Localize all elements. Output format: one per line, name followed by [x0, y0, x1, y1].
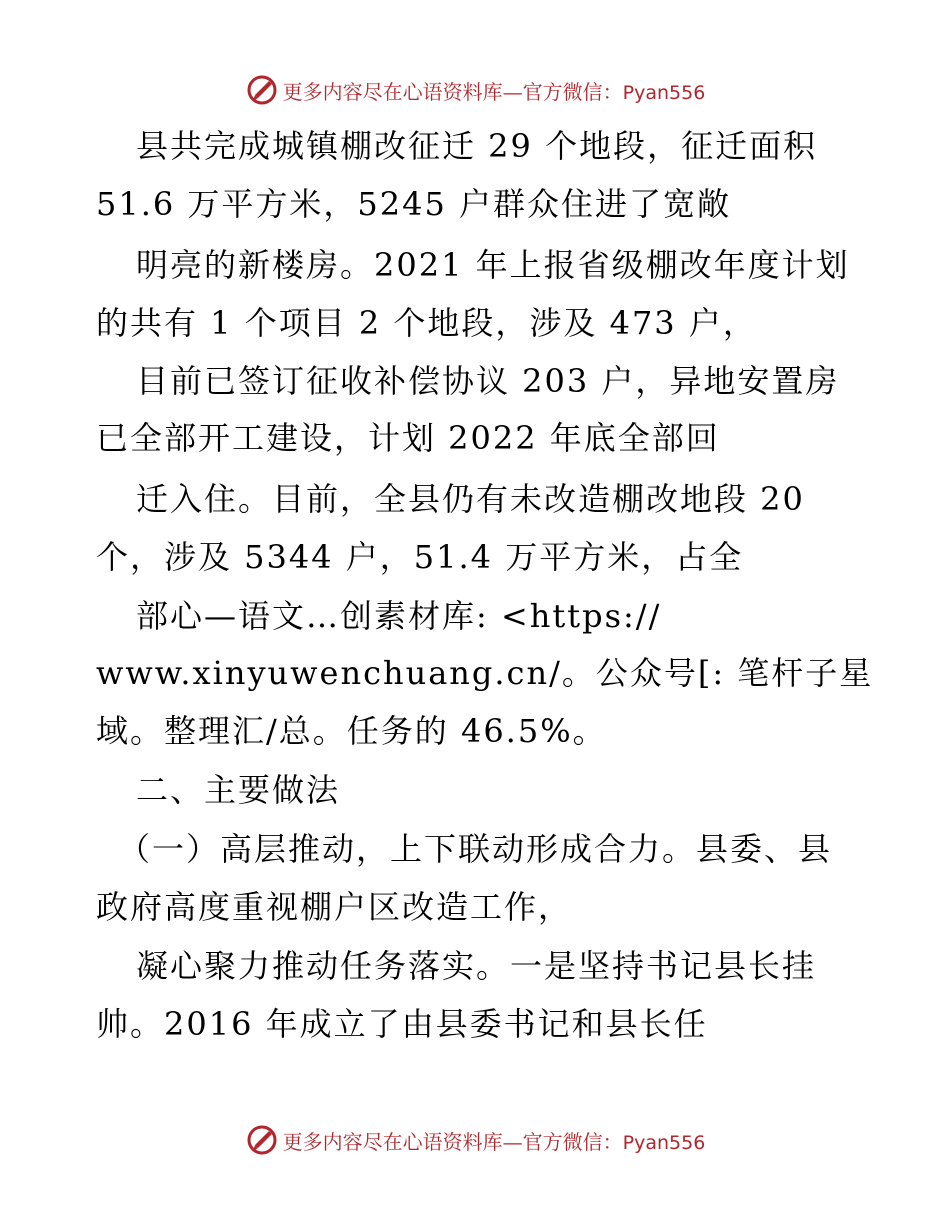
section-heading: 二、主要做法 [136, 771, 341, 809]
text-line: 已全部开工建设，计划 2022 年底全部回 [96, 419, 720, 457]
footer-wechat-label: 官方微信： [522, 1129, 623, 1154]
text-line: 目前已签订征收补偿协议 203 户，异地安置房 [136, 362, 840, 400]
text-line: 帅。2016 年成立了由县委书记和县长任 [96, 1005, 708, 1043]
text-line: 明亮的新楼房。2021 年上报省级棚改年度计划 [136, 246, 850, 284]
text-line: 凝心聚力推动任务落实。一是坚持书记县长挂 [136, 947, 817, 985]
footer-banner [0, 1120, 950, 1160]
footer-wechat-id: Pyan556 [622, 1131, 706, 1154]
footer-text [283, 1126, 706, 1155]
text-line: 个，涉及 5344 户，51.4 万平方米，占全 [96, 538, 744, 576]
logo-icon [245, 73, 279, 107]
text-line: （一）高层推动，上下联动形成合力。县委、县 [118, 830, 833, 868]
text-line: 迁入住。目前，全县仍有未改造棚改地段 20 [136, 480, 805, 518]
text-line: 域。整理汇/总。任务的 46.5%。 [96, 712, 607, 750]
text-line: www.xinyuwenchuang.cn/。公众号[: 笔杆子星 [96, 654, 874, 692]
text-line: 的共有 1 个项目 2 个地段，涉及 473 户， [96, 304, 757, 342]
text-line: 51.6 万平方米，5245 户群众住进了宽敞 [96, 185, 732, 223]
header-site-text: 更多内容尽在心语资料库 [282, 79, 503, 104]
header-text [283, 76, 706, 105]
text-line: 部心—语文…创素材库: <https:// [136, 597, 662, 635]
header-wechat-label: 官方微信： [522, 79, 623, 104]
header-banner [0, 70, 950, 110]
footer-site-text: 更多内容尽在心语资料库 [282, 1129, 503, 1154]
text-line: 政府高度重视棚户区改造工作， [96, 888, 573, 926]
header-dash: — [502, 79, 523, 104]
text-line: 县共完成城镇棚改征迁 29 个地段，征迁面积 [136, 127, 818, 165]
footer-dash: — [502, 1129, 523, 1154]
header-wechat-id: Pyan556 [622, 81, 706, 104]
logo-icon [245, 1123, 279, 1157]
